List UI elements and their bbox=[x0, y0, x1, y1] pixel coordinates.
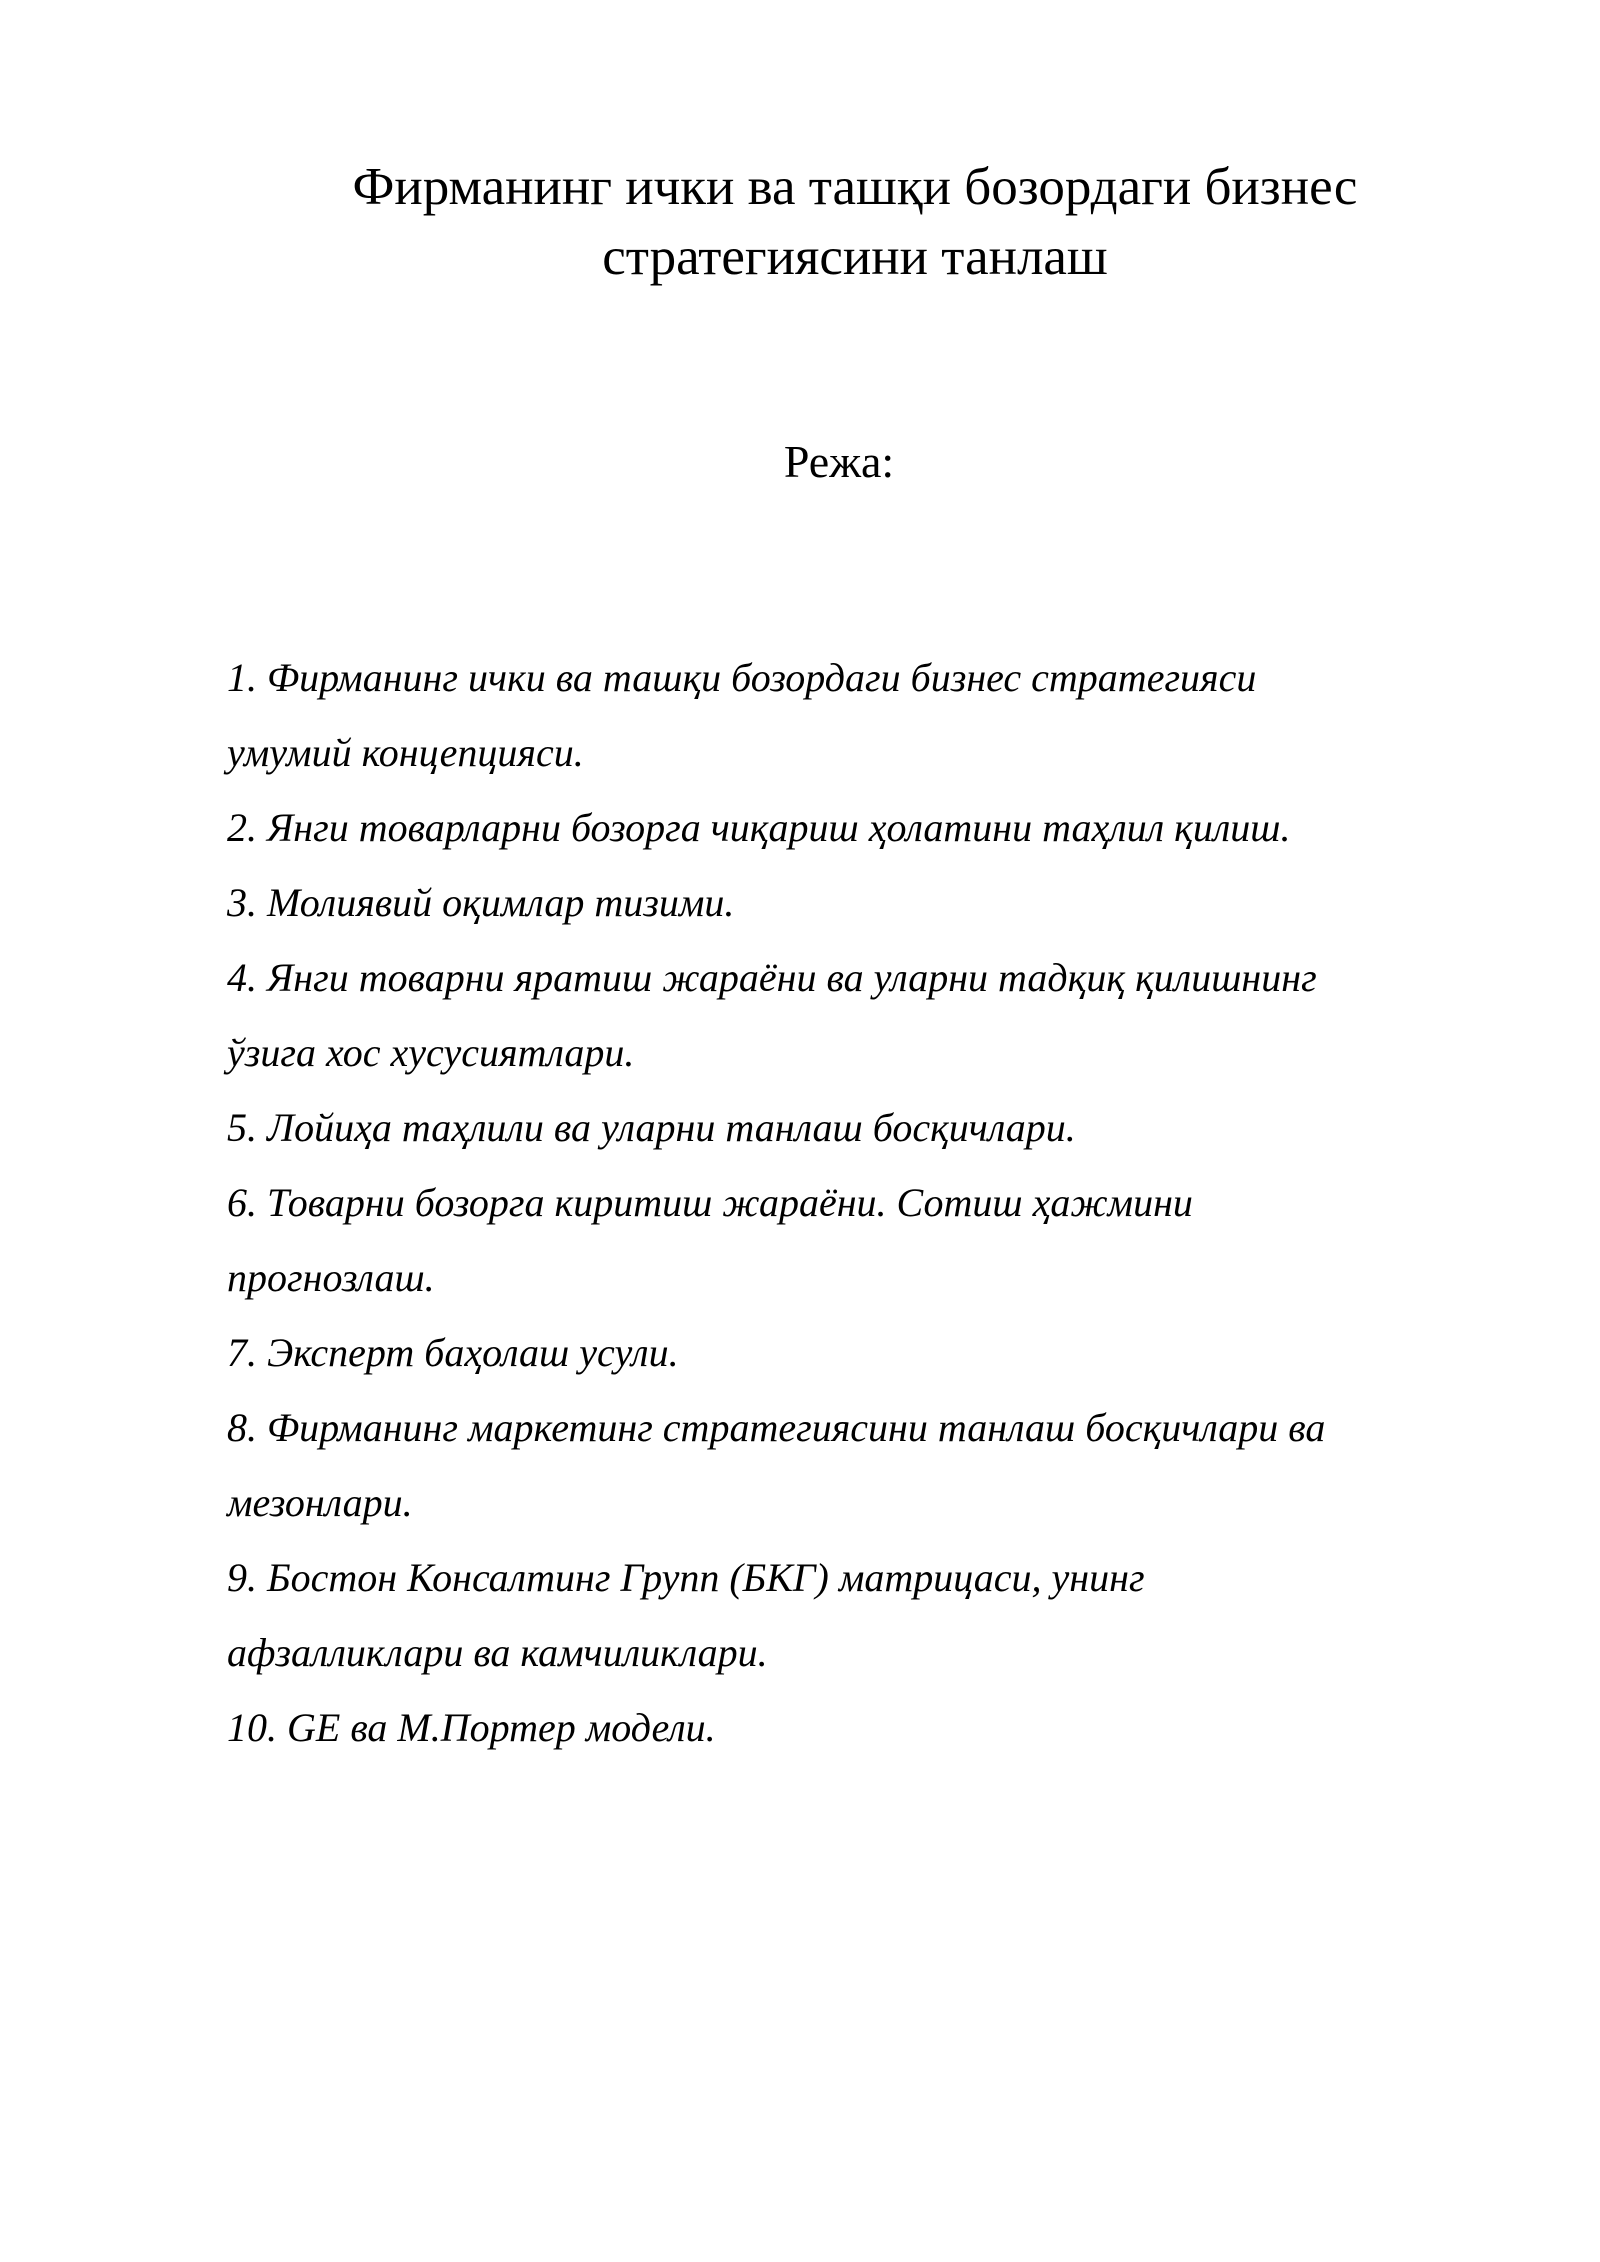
plan-item-4-line-1: 4. Янги товарни яратиш жараёни ва уларни тадқиқ қилишнинг bbox=[227, 955, 1317, 1000]
plan-item-6 bbox=[227, 1165, 1457, 1315]
plan-item-3-line-1: 3. Молиявий оқимлар тизими. bbox=[227, 880, 735, 925]
plan-item-5 bbox=[227, 1090, 1457, 1165]
document-title bbox=[200, 152, 1510, 292]
plan-item-1-line-1: 1. Фирманинг ички ва ташқи бозордаги бизнес стратегияси bbox=[227, 655, 1257, 700]
plan-item-4-line-2: ўзига хос хусусиятлари. bbox=[227, 1030, 635, 1075]
plan-item-10 bbox=[227, 1690, 1457, 1765]
plan-item-7-line-1: 7. Эксперт баҳолаш усули. bbox=[227, 1330, 679, 1375]
plan-item-1 bbox=[227, 640, 1457, 790]
plan-item-9 bbox=[227, 1540, 1457, 1690]
plan-list bbox=[227, 640, 1457, 1765]
plan-item-7 bbox=[227, 1315, 1457, 1390]
plan-item-3 bbox=[227, 865, 1457, 940]
document-title-line-2: стратегиясини танлаш bbox=[602, 228, 1108, 286]
plan-item-5-line-1: 5. Лойиҳа таҳлили ва уларни танлаш босқичлари. bbox=[227, 1105, 1076, 1150]
plan-item-9-line-1: 9. Бостон Консалтинг Групп (БКГ) матрицаси, унинг bbox=[227, 1555, 1145, 1600]
plan-heading: Режа: bbox=[783, 436, 895, 487]
plan-item-8-line-1: 8. Фирманинг маркетинг стратегиясини танлаш босқичлари ва bbox=[227, 1405, 1326, 1450]
plan-item-8 bbox=[227, 1390, 1457, 1540]
plan-item-2-line-1: 2. Янги товарларни бозорга чиқариш ҳолатини таҳлил қилиш. bbox=[227, 805, 1291, 850]
plan-item-6-line-1: 6. Товарни бозорга киритиш жараёни. Сотиш ҳажмини bbox=[227, 1180, 1193, 1225]
plan-item-9-line-2: афзалликлари ва камчиликлари. bbox=[227, 1630, 768, 1675]
plan-item-4 bbox=[227, 940, 1457, 1090]
plan-item-2 bbox=[227, 790, 1457, 865]
plan-item-6-line-2: прогнозлаш. bbox=[227, 1255, 435, 1300]
document-title-line-1: Фирманинг ички ва ташқи бозордаги бизнес bbox=[352, 158, 1358, 216]
plan-item-8-line-2: мезонлари. bbox=[227, 1480, 413, 1525]
plan-item-10-line-1: 10. GE ва М.Портер модели. bbox=[227, 1705, 716, 1750]
plan-item-1-line-2: умумий концепцияси. bbox=[227, 730, 584, 775]
